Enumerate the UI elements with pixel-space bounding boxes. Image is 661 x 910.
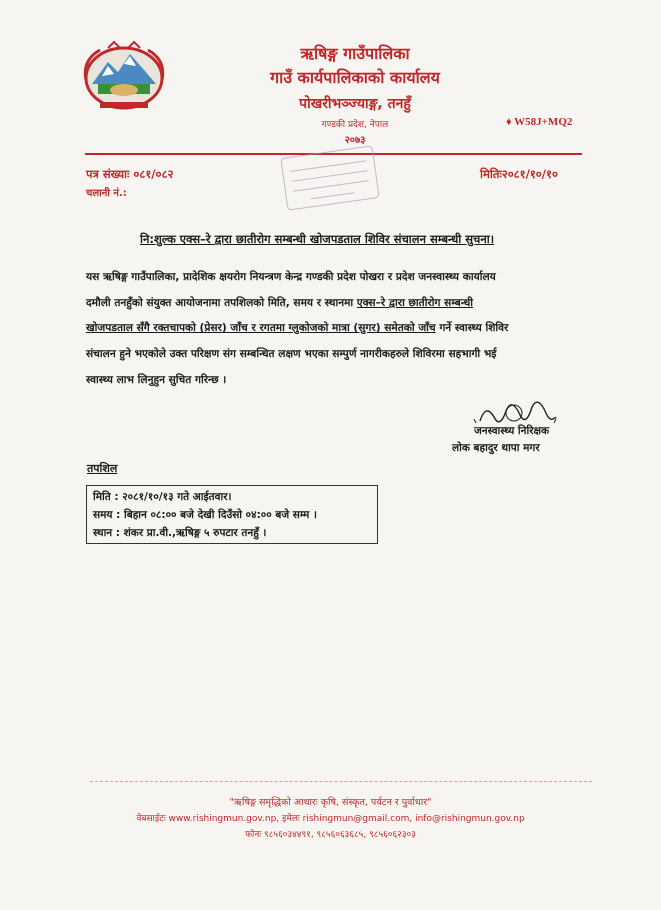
signatory-name: लोक बहादुर थापा मगर: [452, 442, 540, 454]
province-country: गण्डकी प्रदेश, नेपाल: [321, 120, 389, 130]
body-line-3-underlined: खोजपडताल सँगै रक्तचापको (प्रेसर) जाँच र रगतमा ग्लुकोजको मात्रा (सुगर) समेतको जाँच: [86, 322, 436, 334]
schedule-time: समय : बिहान ०८:०० बजे देखी दिउँसो ०४:०० बजे सम्म ।: [93, 509, 317, 521]
office-stamp-icon: [260, 142, 400, 214]
schedule-date: मिति : २०८१/१०/१३ गते आईतवार।: [93, 491, 232, 503]
letter-date: मितिः२०८१/१०/१०: [480, 167, 558, 181]
body-line-2: [86, 296, 473, 310]
footer-phone: फोनः ९८५६०३४४९१, ९८५६०६३६८५, ९८५६०६२३०३: [245, 830, 416, 840]
body-line-4: संचालन हुने भएकोले उक्त परिक्षण संग सम्बन्धित लक्षण भएका सम्पुर्ण नागरीकहरुले शिविरमा सहभागी भई: [86, 348, 497, 360]
dispatch-number: चलानी नं.:: [86, 188, 127, 199]
body-line-1: यस ऋषिङ्ग गाउँपालिका, प्रादेशिक क्षयरोग नियन्त्रण केन्द्र गण्डकी प्रदेश पोखरा र प्रदेश जनस्वास्थ्य कार्यालय: [86, 271, 496, 283]
footer-contact: वेबसाईटः www.rishingmun.gov.np, इमेलः rishingmun@gmail.com, info@rishingmun.gov.np: [136, 814, 525, 824]
established-year: २०७३: [344, 135, 366, 146]
notice-subject: नि:शुल्क एक्स–रे द्वारा छातीरोग सम्बन्धी खोजपडताल शिविर संचालन सम्बन्धी सुचना।: [140, 232, 495, 246]
letter-number: पत्र संख्याः ०८१/०८२: [86, 167, 174, 181]
body-line-3: [86, 321, 508, 335]
body-line-3-text: गर्ने स्वास्थ्य शिविर: [435, 322, 509, 334]
footer-motto: "ऋषिङ्ग समृद्धिको आधारः कृषि, संस्कृत, पर्यटन र पुर्वाधार": [229, 797, 432, 808]
municipality-name: ऋषिङ्ग गाउँपालिका: [300, 44, 410, 63]
footer-divider: [90, 781, 592, 782]
plus-code: ♦ W58J+MQ2: [506, 116, 573, 128]
body-line-2-underlined: एक्स–रे द्वारा छातीरोग सम्बन्धी: [356, 297, 474, 309]
nepal-emblem-icon: [78, 40, 170, 112]
office-location: पोखरीभञ्ज्याङ्ग, तनहुँ: [299, 96, 411, 112]
signatory-title: जनस्वास्थ्य निरिक्षक: [474, 425, 550, 437]
body-line-5: स्वास्थ्य लाभ लिनुहुन सुचित गरिन्छ ।: [86, 374, 227, 386]
schedule-heading: तपशिल: [87, 462, 118, 475]
schedule-box: [86, 485, 378, 544]
schedule-place: स्थान : शंकर प्रा.वी.,ऋषिङ्ग ५ रुपटार तनहुँ ।: [93, 527, 267, 539]
body-line-2-text: दमौली तनहुँको संयुक्त आयोजनामा तपशिलको मिति, समय र स्थानमा: [86, 297, 357, 309]
office-name: गाउँ कार्यपालिकाको कार्यालय: [270, 68, 440, 87]
